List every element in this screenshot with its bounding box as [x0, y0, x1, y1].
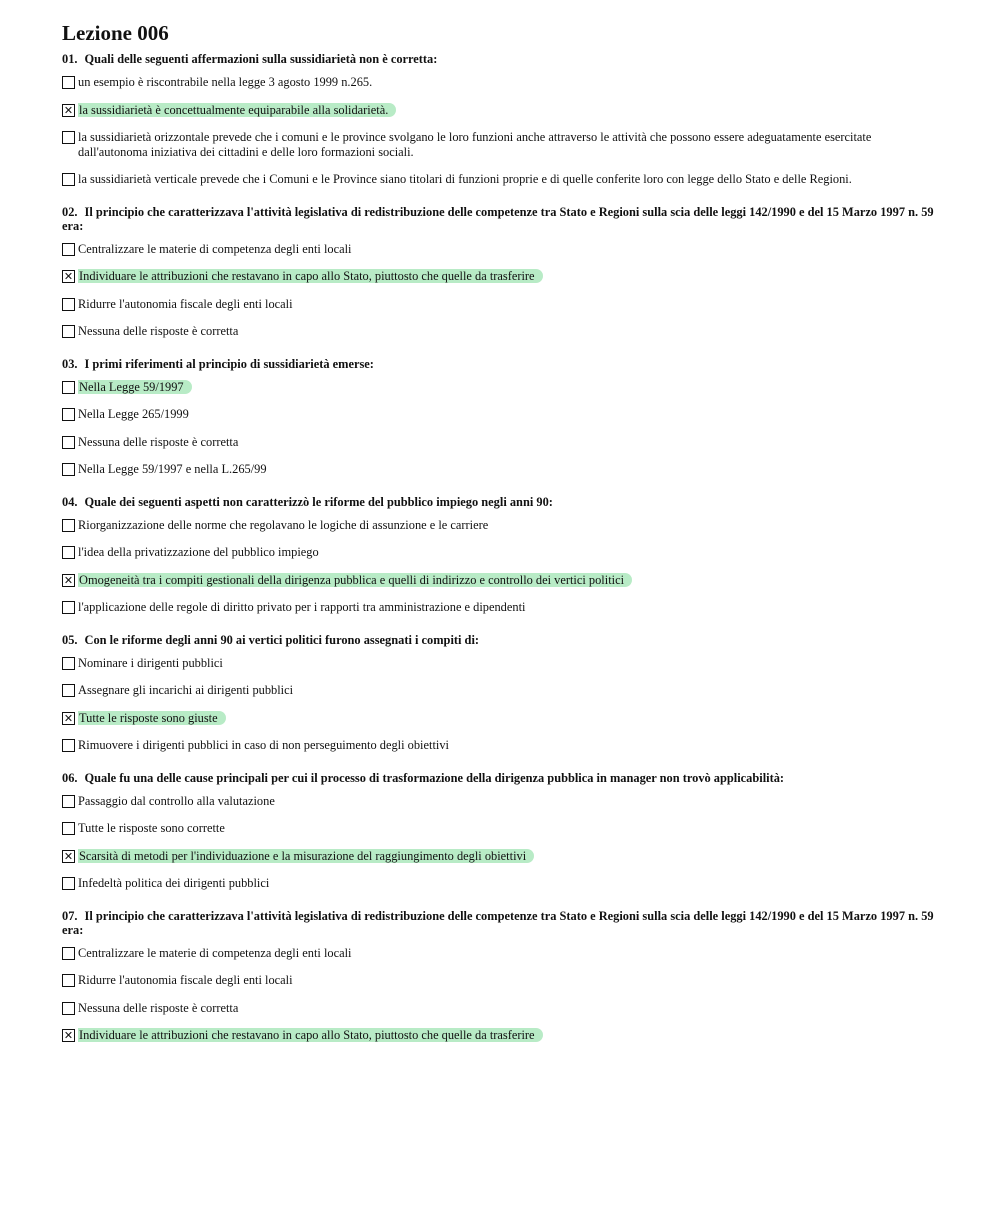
answer-option[interactable]	[62, 683, 942, 698]
answer-label: Ridurre l'autonomia fiscale degli enti locali	[78, 973, 293, 987]
answer-text	[78, 407, 942, 422]
answer-option[interactable]	[62, 946, 942, 961]
question-label: Il principio che caratterizzava l'attività legislativa di redistribuzione delle competenze tra Stato e Regioni sulla scia delle leggi 142/1990 e del 15 Marzo 1997 n. 59 era:	[62, 908, 934, 937]
question-number: 02.	[62, 204, 78, 219]
answer-checkbox[interactable]	[62, 974, 75, 987]
answer-text	[78, 324, 942, 339]
answer-checkbox[interactable]	[62, 739, 75, 752]
answer-label: Riorganizzazione delle norme che regolavano le logiche di assunzione e le carriere	[78, 517, 489, 532]
answer-checkbox[interactable]	[62, 298, 75, 311]
answer-option[interactable]	[62, 973, 942, 988]
answer-checkbox[interactable]: ✕	[63, 849, 74, 863]
answer-option[interactable]	[62, 242, 942, 257]
answer-label: Ridurre l'autonomia fiscale degli enti locali	[78, 296, 293, 311]
answer-checkbox[interactable]	[62, 684, 75, 697]
answer-label: Nella Legge 59/1997 e nella L.265/99	[78, 462, 267, 476]
answer-label: un esempio è riscontrabile nella legge 3 agosto 1999 n.265.	[78, 75, 373, 89]
answer-checkbox[interactable]	[62, 657, 75, 670]
answer-label: Nessuna delle risposte è corretta	[78, 324, 239, 338]
answer-label: Passaggio dal controllo alla valutazione	[78, 793, 275, 808]
question-block	[62, 633, 942, 753]
question-block	[62, 205, 942, 339]
answer-checkbox[interactable]	[62, 131, 75, 144]
answer-option[interactable]	[62, 711, 942, 726]
answer-checkbox[interactable]	[62, 519, 75, 532]
answer-checkbox[interactable]: ✕	[63, 1029, 74, 1042]
answer-label: Centralizzare le materie di competenza degli enti locali	[78, 945, 352, 960]
answer-option[interactable]	[62, 656, 942, 671]
answer-option[interactable]	[62, 849, 942, 864]
question-number: 03.	[62, 356, 78, 371]
answer-option[interactable]	[62, 573, 942, 588]
answer-label: Tutte le risposte sono corrette	[78, 821, 225, 835]
answer-text	[78, 876, 942, 891]
answer-text	[78, 821, 942, 836]
answer-option[interactable]	[62, 876, 942, 891]
answer-checkbox[interactable]	[62, 436, 75, 449]
answer-option[interactable]	[62, 462, 942, 477]
question-label: Quale dei seguenti aspetti non caratterizzò le riforme del pubblico impiego negli anni 90:	[84, 494, 553, 509]
answer-label: l'applicazione delle regole di diritto privato per i rapporti tra amministrazione e dipendenti	[78, 600, 526, 614]
answer-text-highlighted	[78, 1028, 942, 1043]
question-text	[62, 52, 942, 66]
question-block	[62, 495, 942, 615]
answer-label: Nominare i dirigenti pubblici	[78, 655, 223, 670]
answer-text	[78, 600, 942, 615]
question-label: Il principio che caratterizzava l'attività legislativa di redistribuzione delle competenze tra Stato e Regioni sulla scia delle leggi 142/1990 e del 15 Marzo 1997 n. 59 era:	[62, 204, 934, 233]
answer-option[interactable]	[62, 324, 942, 339]
answer-text-highlighted	[78, 380, 942, 395]
answer-checkbox[interactable]	[62, 1002, 75, 1015]
answer-label: la sussidiarietà è concettualmente equiparabile alla solidarietà.	[78, 103, 396, 117]
answer-label: Tutte le risposte sono giuste	[78, 711, 226, 725]
question-list	[62, 52, 942, 1043]
question-number: 04.	[62, 494, 78, 509]
answer-text-highlighted	[78, 849, 942, 864]
answer-text-highlighted	[78, 573, 942, 588]
answer-option[interactable]	[62, 545, 942, 560]
answer-checkbox[interactable]	[62, 173, 75, 186]
answer-text	[78, 462, 942, 477]
question-number: 01.	[62, 52, 78, 66]
answer-text	[78, 794, 942, 809]
answer-text	[78, 683, 942, 698]
answer-text	[78, 1001, 942, 1016]
answer-option[interactable]	[62, 75, 942, 90]
answer-text-highlighted	[78, 711, 942, 726]
answer-option[interactable]	[62, 1028, 942, 1043]
answer-text	[78, 973, 942, 988]
answer-checkbox[interactable]	[62, 601, 75, 614]
answer-option[interactable]	[62, 407, 942, 422]
question-label: I primi riferimenti al principio di sussidiarietà emerse:	[84, 356, 374, 371]
answer-option[interactable]	[62, 103, 942, 118]
answer-text	[78, 435, 942, 450]
answer-text	[78, 242, 942, 257]
answer-label: Nella Legge 59/1997	[78, 380, 192, 394]
answer-text	[78, 297, 942, 312]
answer-checkbox[interactable]	[62, 381, 75, 394]
answer-checkbox[interactable]: ✕	[63, 270, 74, 283]
answer-text-highlighted	[78, 269, 942, 284]
question-label: Con le riforme degli anni 90 ai vertici politici furono assegnati i compiti di:	[84, 632, 480, 647]
question-number: 07.	[62, 908, 78, 923]
answer-label: Individuare le attribuzioni che restavano in capo allo Stato, piuttosto che quelle da trasferire	[78, 269, 543, 283]
answer-checkbox[interactable]	[62, 877, 75, 890]
answer-checkbox[interactable]: ✕	[63, 711, 74, 725]
answer-checkbox[interactable]	[62, 76, 75, 89]
answer-label: Assegnare gli incarichi ai dirigenti pubblici	[78, 683, 294, 697]
answer-label: Scarsità di metodi per l'individuazione e la misurazione del raggiungimento degli obiettivi	[78, 849, 534, 863]
answer-option[interactable]	[62, 600, 942, 615]
question-text	[62, 357, 942, 371]
question-text	[62, 495, 942, 509]
answer-checkbox[interactable]	[62, 947, 75, 960]
question-text	[62, 909, 942, 937]
question-block	[62, 909, 942, 1043]
question-block	[62, 357, 942, 477]
answer-option[interactable]	[62, 821, 942, 836]
question-label: Quali delle seguenti affermazioni sulla sussidiarietà non è corretta:	[84, 52, 438, 66]
answer-label: la sussidiarietà verticale prevede che i Comuni e le Province siano titolari di funzioni proprie e di quelle conferite loro con legge dello Stato e delle Regioni.	[78, 172, 852, 186]
answer-checkbox[interactable]	[62, 243, 75, 256]
answer-text	[78, 946, 942, 961]
answer-label: Infedeltà politica dei dirigenti pubblici	[78, 876, 270, 890]
answer-option[interactable]	[62, 297, 942, 312]
answer-option[interactable]	[62, 172, 942, 187]
answer-label: la sussidiarietà orizzontale prevede che i comuni e le province svolgano le loro funzioni anche attraverso le attività che possono essere adeguatamente esercitate dall'autonoma iniziativa dei cittadini e delle loro formazioni sociali.	[78, 130, 872, 159]
answer-text	[78, 545, 942, 560]
answer-text	[78, 518, 942, 533]
answer-text	[78, 75, 942, 90]
lesson-title: Lezione 006	[62, 21, 169, 45]
answer-checkbox[interactable]	[62, 795, 75, 808]
answer-checkbox[interactable]	[62, 463, 75, 476]
answer-option[interactable]	[62, 738, 942, 753]
quiz-page	[62, 20, 942, 1061]
answer-option[interactable]	[62, 130, 942, 159]
answer-text	[78, 172, 942, 187]
answer-checkbox[interactable]	[62, 546, 75, 559]
question-text	[62, 633, 942, 647]
answer-option[interactable]	[62, 269, 942, 284]
question-block	[62, 52, 942, 187]
answer-label: Omogeneità tra i compiti gestionali della dirigenza pubblica e quelli di indirizzo e controllo dei vertici politici	[78, 573, 632, 587]
answer-label: Individuare le attribuzioni che restavano in capo allo Stato, piuttosto che quelle da trasferire	[78, 1028, 543, 1042]
answer-label: Nessuna delle risposte è corretta	[78, 434, 239, 449]
answer-text-highlighted	[78, 103, 942, 118]
answer-option[interactable]	[62, 518, 942, 533]
answer-checkbox[interactable]: ✕	[63, 103, 74, 117]
answer-option[interactable]	[62, 794, 942, 809]
answer-label: Rimuovere i dirigenti pubblici in caso di non perseguimento degli obiettivi	[78, 738, 449, 752]
answer-label: Nessuna delle risposte è corretta	[78, 1000, 239, 1015]
answer-option[interactable]	[62, 380, 942, 395]
answer-text	[78, 656, 942, 671]
answer-label: Nella Legge 265/1999	[78, 407, 189, 421]
answer-label: l'idea della privatizzazione del pubblico impiego	[78, 545, 319, 559]
answer-label: Centralizzare le materie di competenza degli enti locali	[78, 241, 352, 256]
question-label: Quale fu una delle cause principali per cui il processo di trasformazione della dirigenza pubblica in manager non trovò applicabilità:	[84, 770, 785, 785]
answer-option[interactable]	[62, 1001, 942, 1016]
question-block	[62, 771, 942, 891]
answer-checkbox[interactable]: ✕	[63, 573, 74, 587]
answer-checkbox[interactable]	[62, 822, 75, 835]
question-text	[62, 771, 942, 785]
question-number: 05.	[62, 632, 78, 647]
answer-text	[78, 738, 942, 753]
answer-checkbox[interactable]	[62, 408, 75, 421]
answer-checkbox[interactable]	[62, 325, 75, 338]
answer-option[interactable]	[62, 435, 942, 450]
question-text	[62, 205, 942, 233]
answer-text	[78, 130, 942, 159]
question-number: 06.	[62, 770, 78, 785]
